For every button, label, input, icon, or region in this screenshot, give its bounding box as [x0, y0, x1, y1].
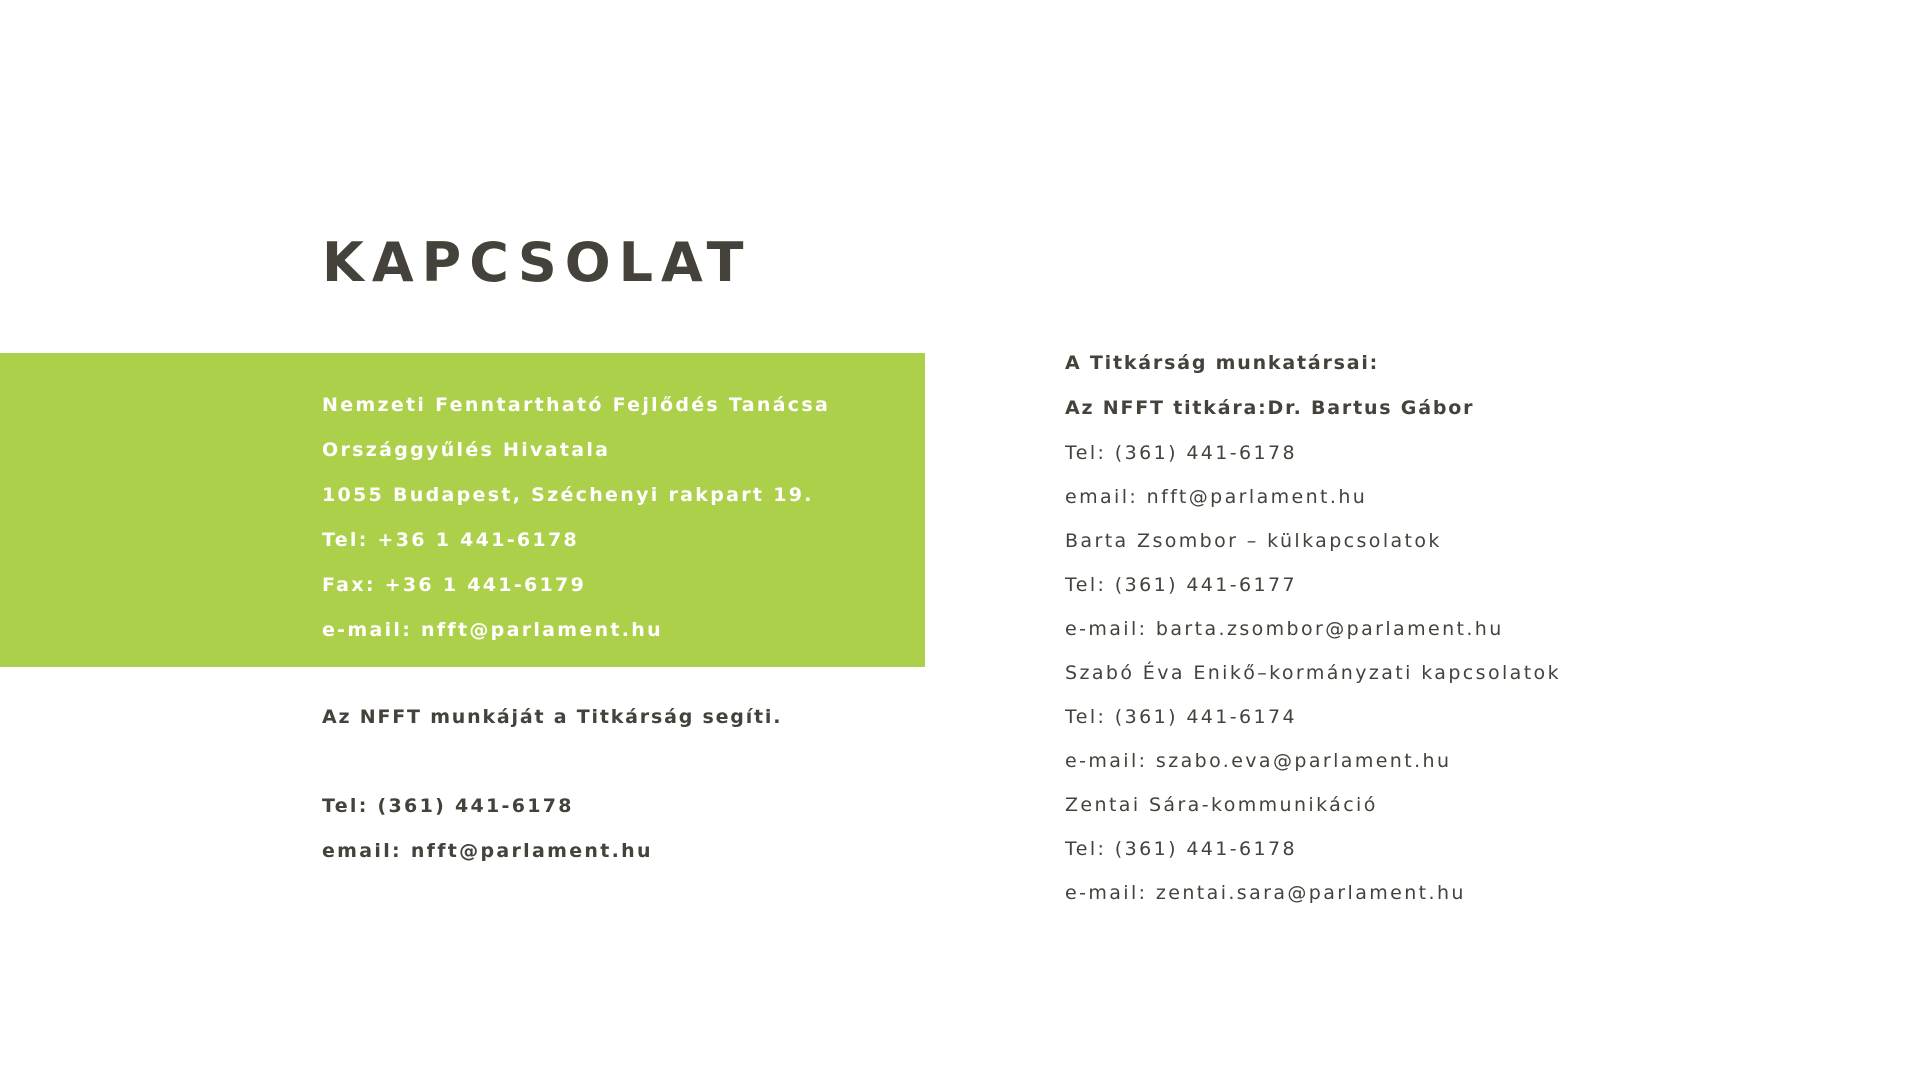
staff-phone-barta: Tel: (361) 441-6177: [1065, 574, 1297, 596]
secretary-phone: Tel: (361) 441-6178: [1065, 442, 1297, 464]
staff-name-barta: Barta Zsombor – külkapcsolatok: [1065, 530, 1442, 552]
address: 1055 Budapest, Széchenyi rakpart 19.: [322, 484, 814, 506]
secretariat-email-link[interactable]: email: nfft@parlament.hu: [322, 840, 653, 862]
organization-name: Nemzeti Fenntartható Fejlődés Tanácsa: [322, 394, 831, 416]
secretary-email-link[interactable]: email: nfft@parlament.hu: [1065, 486, 1368, 508]
staff-heading: A Titkárság munkatársai:: [1065, 352, 1380, 374]
secretariat-contact: [322, 789, 653, 879]
staff-email-link-barta[interactable]: e-mail: barta.zsombor@parlament.hu: [1065, 618, 1504, 640]
staff-phone-zentai: Tel: (361) 441-6178: [1065, 838, 1297, 860]
staff-email-link-szabo[interactable]: e-mail: szabo.eva@parlament.hu: [1065, 750, 1452, 772]
staff-name-zentai: Zentai Sára-kommunikáció: [1065, 794, 1378, 816]
email-link[interactable]: e-mail: nfft@parlament.hu: [322, 619, 663, 641]
contact-panel-lines: [322, 388, 830, 658]
staff-name-szabo: Szabó Éva Enikő–kormányzati kapcsolatok: [1065, 662, 1561, 684]
phone: Tel: +36 1 441-6178: [322, 529, 579, 551]
secretariat-phone: Tel: (361) 441-6178: [322, 795, 574, 817]
staff-column: [1065, 346, 1561, 920]
staff-list: [1065, 436, 1561, 920]
staff-email-link-zentai[interactable]: e-mail: zentai.sara@parlament.hu: [1065, 882, 1466, 904]
page-title: KAPCSOLAT: [322, 231, 752, 294]
staff-phone-szabo: Tel: (361) 441-6174: [1065, 706, 1297, 728]
secretary-name: Az NFFT titkára:Dr. Bartus Gábor: [1065, 397, 1475, 419]
secretariat-intro: Az NFFT munkáját a Titkárság segíti.: [322, 706, 783, 728]
fax: Fax: +36 1 441-6179: [322, 574, 587, 596]
office-name: Országgyűlés Hivatala: [322, 439, 611, 461]
